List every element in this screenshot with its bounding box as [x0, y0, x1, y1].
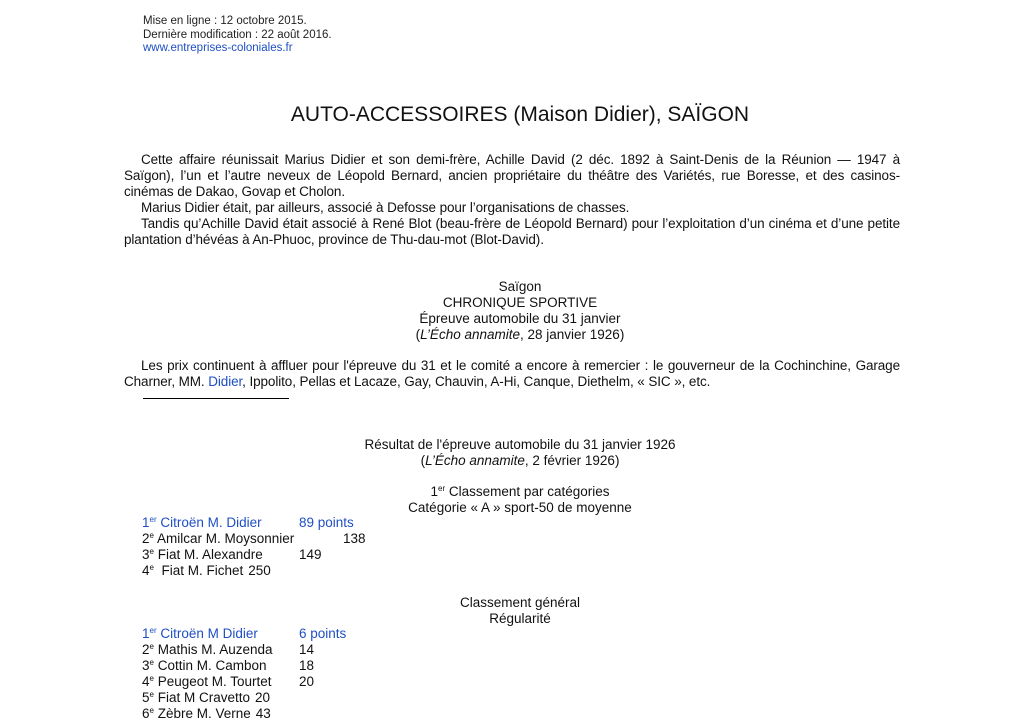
source-date: , 28 janvier 1926): [520, 327, 625, 342]
ranking-row: [142, 531, 366, 547]
separator-rule: [143, 398, 289, 399]
category-name: Catégorie « A » sport-50 de moyenne: [408, 500, 632, 515]
rank-number: 1: [142, 515, 150, 530]
rank-number: 3: [142, 658, 150, 673]
ranking-row[interactable]: [142, 626, 346, 642]
intro-text: [124, 152, 900, 248]
category-ranking-title: [124, 484, 916, 500]
ranking-score: 18: [299, 658, 315, 673]
rank-number: 4: [142, 563, 150, 578]
source-date: , 2 février 1926): [524, 453, 620, 468]
ranking-score: 89 points: [299, 515, 354, 530]
ranking-score: 14: [299, 642, 315, 657]
body-text-before: Les prix continuent à affluer pour l'épreuve du 31 et le comité a encore à remercier : le gouverneur de la Cochinchine, Garage Charner, MM.: [124, 358, 900, 389]
general-ranking-heading: [124, 595, 916, 627]
rank-suffix: e: [149, 674, 154, 683]
rank-suffix: er: [149, 626, 157, 635]
source-journal: L’Écho annamite: [420, 327, 520, 342]
ranking-row: [142, 547, 366, 563]
rank-number: 5: [142, 690, 150, 705]
article-headline: Épreuve automobile du 31 janvier: [419, 311, 621, 326]
intro-paragraph: Tandis qu’Achille David était associé à René Blot (beau-frère de Léopold Bernard) pour l’exploitation d’un cinéma et d’une petite plantation d’hévéas à An-Phuoc, province de Thu-dau-mot (Blot-David).: [124, 216, 900, 247]
ranking-entry: Peugeot M. Tourtet: [157, 674, 272, 689]
general-ranking-title: Classement général: [459, 595, 581, 610]
ranking-entry: Fiat M Cravetto: [157, 690, 251, 705]
rank-suffix: e: [149, 706, 154, 715]
results-headline: Résultat de l'épreuve automobile du 31 janvier 1926: [364, 437, 676, 452]
online-date: Mise en ligne : 12 octobre 2015.: [143, 15, 307, 27]
didier-link[interactable]: Didier: [208, 374, 243, 389]
category-ranking-list: [142, 515, 366, 579]
ranking-label: [142, 626, 299, 642]
ranking-number: 1: [430, 484, 439, 499]
ranking-row: [142, 706, 346, 722]
ranking-row: [142, 642, 346, 658]
source-journal: L’Écho annamite: [425, 453, 525, 468]
rank-number: 3: [142, 547, 150, 562]
ranking-score: 20: [255, 690, 271, 705]
intro-paragraph: Cette affaire réunissait Marius Didier et son demi-frère, Achille David (2 déc. 1892 à Saint-Denis de la Réunion — 1947 à Saïgon), l’un et l’autre neveux de Léopold Bernard, ancien propriétaire du théâtre des Variétés, rue Boresse, et des casinos-cinémas de Dakao, Govap et Cholon.: [124, 152, 900, 199]
ranking-score: 250: [248, 563, 271, 578]
article-heading: [124, 279, 916, 343]
category-ranking-heading: [124, 484, 916, 516]
ranking-row: [142, 690, 346, 706]
rank-number: 2: [142, 531, 150, 546]
general-ranking-list: [142, 626, 346, 722]
ranking-entry: Cottin M. Cambon: [157, 658, 267, 673]
page-title: AUTO-ACCESSOIRES (Maison Didier), SAÏGON: [290, 103, 750, 126]
ranking-row[interactable]: [142, 515, 366, 531]
ranking-entry: Amilcar M. Moysonnier: [156, 531, 295, 546]
ranking-entry: Citroën M Didier: [160, 626, 258, 641]
ranking-score: 138: [343, 531, 366, 546]
article-section: CHRONIQUE SPORTIVE: [442, 295, 598, 310]
article-place: Saïgon: [498, 279, 542, 294]
results-source: [124, 453, 916, 469]
ranking-label: [142, 706, 251, 722]
intro-paragraph: Marius Didier était, par ailleurs, associé à Defosse pour l’organisations de chasses.: [141, 200, 630, 215]
ranking-label: [142, 531, 343, 547]
site-link[interactable]: www.entreprises-coloniales.fr: [143, 42, 293, 54]
ranking-row: [142, 658, 346, 674]
body-text-after: , Ippolito, Pellas et Lacaze, Gay, Chauvin, A-Hi, Canque, Diethelm, « SIC », etc.: [242, 374, 711, 389]
general-ranking-subtitle: Régularité: [489, 611, 551, 626]
ranking-title: Classement par catégories: [448, 484, 610, 499]
ranking-score: 149: [299, 547, 322, 562]
ranking-score: 43: [255, 706, 271, 721]
article-body: [124, 358, 900, 390]
ranking-score: 6 points: [299, 626, 347, 641]
rank-suffix: e: [149, 642, 154, 651]
ranking-entry: Mathis M. Auzenda: [157, 642, 273, 657]
rank-number: 2: [142, 642, 150, 657]
ranking-label: [142, 547, 299, 563]
ranking-entry: Citroën M. Didier: [160, 515, 262, 530]
ranking-label: [142, 515, 299, 531]
results-heading: [124, 437, 916, 469]
ranking-label: [142, 658, 299, 674]
ranking-entry: Fiat M. Alexandre: [157, 547, 263, 562]
ranking-entry: Zèbre M. Verne: [157, 706, 251, 721]
body-paragraph: [124, 358, 900, 390]
ranking-label: [142, 674, 299, 690]
rank-suffix: e: [149, 531, 154, 540]
rank-suffix: e: [149, 563, 154, 572]
ranking-label: [142, 563, 243, 579]
modified-date: Dernière modification : 22 août 2016.: [143, 28, 332, 41]
rank-number: 6: [142, 706, 150, 721]
ranking-entry: Fiat M. Fichet: [161, 563, 244, 578]
ranking-row: [142, 674, 346, 690]
rank-suffix: er: [149, 515, 157, 524]
rank-number: 1: [142, 626, 150, 641]
ranking-label: [142, 642, 299, 658]
rank-suffix: e: [149, 547, 154, 556]
page-header: [143, 15, 332, 56]
source-prefix: (: [420, 453, 426, 468]
ranking-number-suffix: er: [438, 484, 446, 493]
rank-suffix: e: [149, 658, 154, 667]
article-source: [124, 327, 916, 343]
rank-number: 4: [142, 674, 150, 689]
ranking-row: [142, 563, 366, 579]
rank-suffix: e: [149, 690, 154, 699]
ranking-score: 20: [299, 674, 315, 689]
source-prefix: (: [415, 327, 421, 342]
ranking-label: [142, 690, 250, 706]
